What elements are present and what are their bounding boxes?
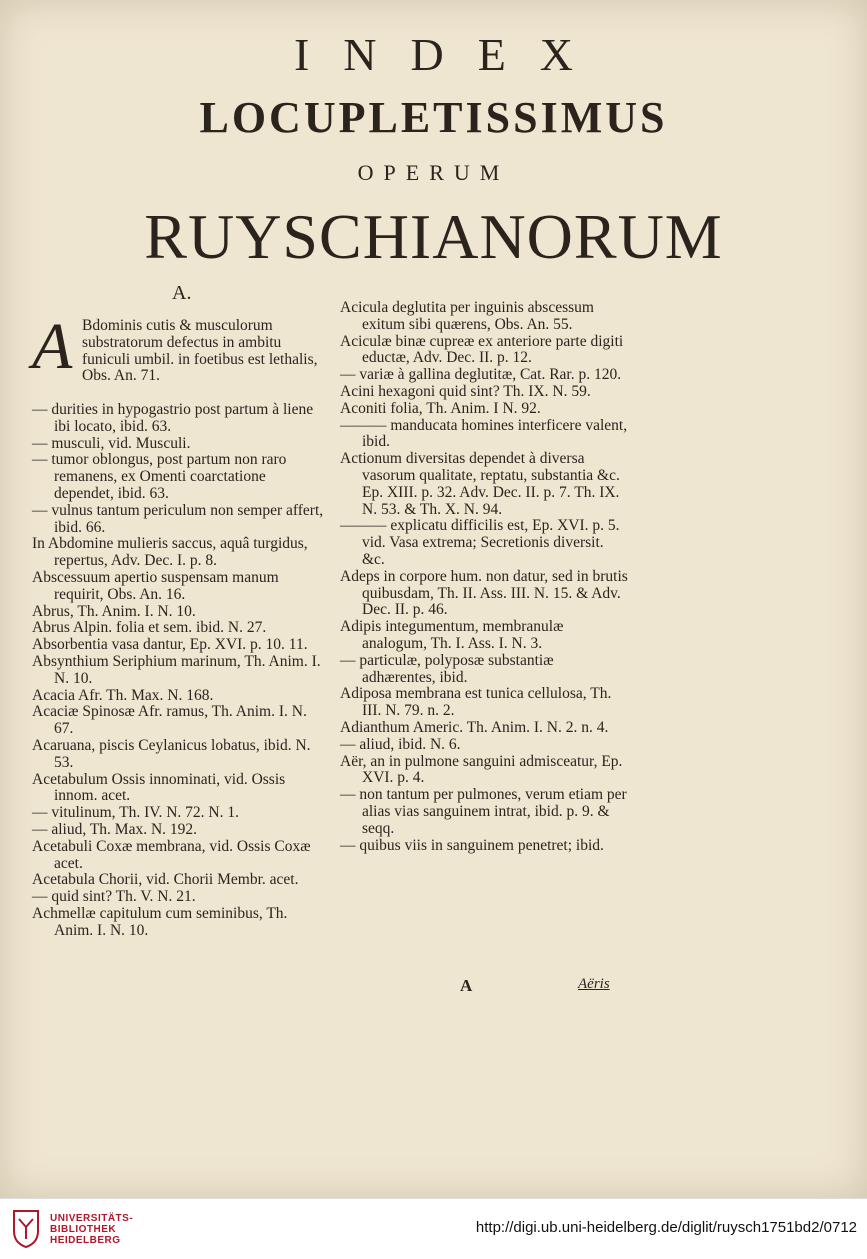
index-entry: Acetabulum Ossis innominati, vid. Ossis innom. acet.	[32, 770, 286, 805]
index-entry: Adianthum Americ. Th. Anim. I. N. 2. n. 4.	[340, 718, 609, 736]
index-entry: Acini hexagoni quid sint? Th. IX. N. 59.	[340, 382, 591, 400]
index-entry: Acaruana, piscis Ceylanicus lobatus, ibid. N. 53.	[32, 736, 311, 771]
logo-line: BIBLIOTHEK	[50, 1224, 117, 1235]
index-entry: Acetabula Chorii, vid. Chorii Membr. acet.	[32, 871, 299, 889]
drop-cap: A	[32, 310, 73, 383]
title-locupletissimus: LOCUPLETISSIMUS	[199, 93, 668, 142]
right-column	[340, 300, 628, 854]
index-entry: — tumor oblongus, post partum non raro remanens, ex Omenti coarctatione dependet, ibid. 63.	[32, 451, 287, 502]
index-entry: Acaciæ Spinosæ Afr. ramus, Th. Anim. I. N. 67.	[32, 703, 307, 738]
logo-line: UNIVERSITÄTS-	[50, 1213, 134, 1224]
title-index: INDEX	[293, 29, 608, 80]
index-entry: Adeps in corpore hum. non datur, sed in brutis quibusdam, Th. II. Ass. III. N. 15. & Adv. Dec. II. p. 46.	[340, 567, 628, 619]
index-entry: Abrus, Th. Anim. I. N. 10.	[32, 602, 196, 620]
page-url[interactable]: http://digi.ub.uni-heidelberg.de/diglit/ruysch1751bd2/0712	[475, 1219, 857, 1236]
title-operum: OPERUM	[357, 160, 510, 185]
section-letter: A.	[172, 282, 192, 304]
index-entry: Acacia Afr. Th. Max. N. 168.	[32, 686, 214, 704]
signature-mark: A	[460, 976, 473, 995]
index-entry: Acetabuli Coxæ membrana, vid. Ossis Coxæ acet.	[32, 837, 311, 872]
index-entry: — non tantum per pulmones, verum etiam per alias vias sanguinem intrat, ibid. p. 9. & seqq.	[340, 786, 627, 837]
index-entry: Absorbentia vasa dantur, Ep. XVI. p. 10. 11.	[32, 636, 308, 654]
index-entry: In Abdomine mulieris saccus, aquâ turgidus, repertus, Adv. Dec. I. p. 8.	[32, 535, 308, 570]
university-seal-icon	[10, 1209, 42, 1249]
index-entry: Absynthium Seriphium marinum, Th. Anim. I. N. 10.	[32, 652, 321, 687]
index-entry	[32, 310, 324, 402]
index-entry: — vitulinum, Th. IV. N. 72. N. 1.	[32, 804, 239, 822]
index-entry: Achmellæ capitulum cum seminibus, Th. Anim. I. N. 10.	[32, 904, 288, 939]
left-column	[32, 310, 324, 940]
index-entry: Actionum diversitas dependet à diversa vasorum qualitate, reptatu, substantia &c. Ep. XIII. p. 32. Adv. Dec. II. p. 7. Th. IX. N. 53. & Th. X. N. 94.	[340, 450, 620, 518]
index-entry: Aër, an in pulmone sanguini admisceatur, Ep. XVI. p. 4.	[340, 752, 623, 787]
index-entry: — aliud, Th. Max. N. 192.	[32, 820, 198, 838]
index-entry: Abrus Alpin. folia et sem. ibid. N. 27.	[32, 619, 267, 637]
index-entry: ——— manducata homines interficere valent, ibid.	[340, 416, 628, 451]
index-entry: Adipis integumentum, membranulæ analogum, Th. I. Ass. I. N. 3.	[340, 618, 564, 652]
library-logo-text	[50, 1213, 133, 1246]
index-entry: — aliud, ibid. N. 6.	[340, 735, 461, 753]
index-entry: Adiposa membrana est tunica cellulosa, Th. III. N. 79. n. 2.	[340, 685, 612, 720]
logo-line: HEIDELBERG	[50, 1235, 121, 1246]
index-entry: — durities in hypogastrio post partum à liene ibi locato, ibid. 63.	[32, 401, 314, 435]
index-entry: — musculi, vid. Musculi.	[32, 434, 191, 452]
title-ruyschianorum: RUYSCHIANORUM	[144, 201, 723, 272]
index-entry: Abscessuum apertio suspensam manum requirit, Obs. An. 16.	[32, 568, 279, 603]
index-entry: — quid sint? Th. V. N. 21.	[32, 888, 196, 906]
index-entry: ——— explicatu difficilis est, Ep. XVI. p. 5. vid. Vasa extrema; Secretionis diversit. &c.	[340, 517, 620, 568]
index-entry: Aconiti folia, Th. Anim. I N. 92.	[340, 399, 541, 417]
index-entry: Aciculæ binæ cupreæ ex anteriore parte digiti eductæ, Adv. Dec. II. p. 12.	[340, 332, 624, 367]
index-entry: — particulæ, polyposæ substantiæ adhærentes, ibid.	[340, 651, 554, 686]
index-entry: — quibus viis in sanguinem penetret; ibid.	[340, 836, 604, 854]
catchword: Aëris	[578, 976, 610, 992]
entry-text: Bdominis cutis & musculorum substratorum defectus in ambitu funiculi umbil. in foetibus est lethalis, Obs. An. 71.	[82, 317, 318, 385]
viewer-footer	[0, 1198, 867, 1259]
index-entry: Acicula deglutita per inguinis abscessum exitum sibi quærens, Obs. An. 55.	[340, 299, 594, 333]
index-entry: — variæ à gallina deglutitæ, Cat. Rar. p. 120.	[340, 366, 622, 384]
index-entry: — vulnus tantum periculum non semper affert, ibid. 66.	[32, 501, 324, 536]
